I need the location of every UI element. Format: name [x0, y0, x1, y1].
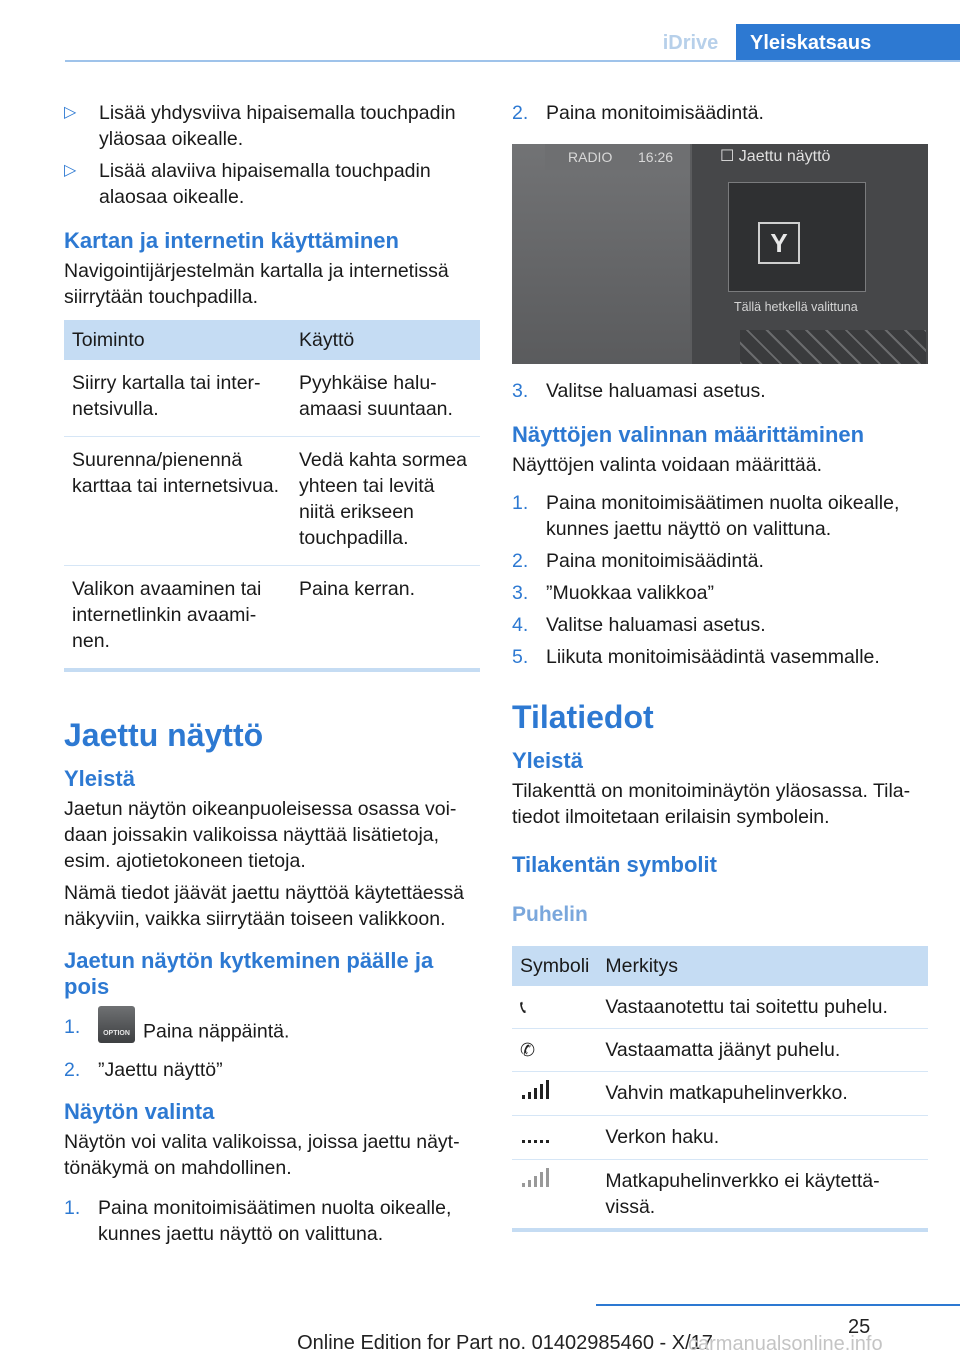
watermark: carmanualsonline.info — [688, 1333, 883, 1355]
header-chapter-label: Yleiskatsaus — [736, 24, 960, 62]
map-heading: Kartan ja internetin käyttäminen — [64, 228, 399, 253]
screen-split-title: ☐ Jaettu näyttö — [720, 148, 831, 165]
table-cell — [512, 1072, 597, 1116]
network-search-icon — [520, 1124, 550, 1144]
screen-caption: Tällä hetkellä valittuna — [734, 300, 858, 314]
table-cell: Vedä kahta sormea yhteen tai levitä niitä erikseen touchpadilla. — [291, 437, 480, 566]
table-cell: Vastaanotettu tai soitettu puhelu. — [597, 986, 928, 1029]
table-header-cell: Merkitys — [597, 946, 928, 986]
triangle-bullet-icon: ▷ — [64, 162, 77, 179]
road-fork-icon: Y — [758, 222, 800, 264]
step-text: Liikuta monitoimisäädintä vasemmalle. — [546, 646, 880, 668]
table-cell — [512, 1160, 597, 1229]
table-cell — [512, 1029, 597, 1072]
bullet-text: Lisää yhdysviiva hipaisemalla touchpadin yläosaa oikealle. — [99, 102, 456, 150]
table-cell: Siirry kartalla tai inter‐ netsivulla. — [64, 360, 291, 437]
step-number: 5. — [512, 646, 529, 668]
table-row — [512, 1072, 928, 1116]
numbered-step — [512, 644, 928, 670]
numbered-step — [512, 548, 928, 574]
page-number: 25 — [848, 1316, 871, 1338]
table-header-cell: Käyttö — [291, 320, 480, 360]
triangle-bullet-icon: ▷ — [64, 104, 77, 121]
table-row — [64, 566, 480, 669]
step-number: 1. — [64, 1197, 81, 1219]
status-title: Tilatiedot — [512, 699, 654, 735]
define-text: Näyttöjen valinta voidaan määrittää. — [512, 454, 823, 476]
table-cell: Pyyhkäise halu‐ amaasi suuntaan. — [291, 360, 480, 437]
step-text: Valitse haluamasi asetus. — [546, 380, 766, 402]
table-bottom-rule — [64, 668, 480, 672]
step-text: Paina monitoimisäädintä. — [546, 550, 764, 572]
footer-rule — [596, 1304, 960, 1306]
table-cell: Verkon haku. — [597, 1116, 928, 1160]
phone-missed-icon: ✆ — [520, 1040, 536, 1060]
step-text: Valitse haluamasi asetus. — [546, 614, 766, 636]
step-number: 1. — [512, 492, 529, 514]
step-number: 3. — [512, 582, 529, 604]
table-row — [512, 1116, 928, 1160]
table-row — [512, 1160, 928, 1229]
map-table — [64, 320, 480, 668]
numbered-step — [64, 1014, 480, 1051]
screen-left-pane — [512, 144, 690, 364]
table-header-row — [64, 320, 480, 360]
step-text: Paina monitoimisäädintä. — [546, 102, 764, 124]
table-header-cell: Toiminto — [64, 320, 291, 360]
table-bottom-rule — [512, 1228, 928, 1232]
footer-edition: Online Edition for Part no. 01402985460 - X/17 — [297, 1332, 713, 1354]
right-column — [512, 100, 928, 1232]
table-row — [512, 986, 928, 1029]
table-cell: Valikon avaaminen tai internetlinkin avaami‐ nen. — [72, 578, 262, 652]
step-text: Paina näppäintä. — [143, 1020, 290, 1043]
symbols-heading: Tilakentän symbolit — [512, 852, 717, 877]
status-general-heading: Yleistä — [512, 748, 583, 773]
step-number: 2. — [64, 1059, 81, 1081]
table-row — [512, 1029, 928, 1072]
select-heading: Näytön valinta — [64, 1099, 215, 1124]
table-cell: Matkapuhelinverkko ei käytettä‐ vissä. — [605, 1170, 880, 1218]
numbered-step — [512, 580, 928, 606]
bullet-item — [64, 158, 480, 210]
map-text: Navigointijärjestelmän kartalla ja internetissä siirrytään touchpadilla. — [64, 260, 449, 308]
screen-map-pattern — [740, 330, 926, 364]
numbered-step — [512, 378, 928, 404]
step-number: 2. — [512, 102, 529, 124]
header-section-label: iDrive — [662, 32, 719, 54]
step-number: 2. — [512, 550, 529, 572]
bullet-text: Lisää alaviiva hipaisemalla touchpadin alaosaa oikealle. — [99, 160, 431, 208]
table-cell — [512, 986, 597, 1029]
numbered-step — [512, 612, 928, 638]
step-text: Paina monitoimisäätimen nuolta oikealle, kunnes jaettu näyttö on valittuna. — [546, 492, 900, 540]
symbols-table — [512, 946, 928, 1228]
step-number: 4. — [512, 614, 529, 636]
numbered-step — [64, 1057, 480, 1083]
signal-strength-icon — [520, 1080, 550, 1100]
general-paragraph-2: Nämä tiedot jäävät jaettu näyttöä käytettäessä näkyviin, vaikka siirrytään toiseen valikkoon. — [64, 882, 464, 930]
screen-time-label: 16:26 — [638, 149, 674, 165]
toggle-heading: Jaetun näytön kytkeminen päälle ja pois — [64, 948, 434, 999]
select-text: Näytön voi valita valikoissa, joissa jaettu näyt‐ tönäkymä on mahdollinen. — [64, 1131, 460, 1179]
bullet-item — [64, 100, 480, 152]
header-rule — [65, 60, 960, 62]
split-screen-title: Jaettu näyttö — [64, 717, 264, 753]
option-button-icon — [98, 1006, 135, 1043]
table-header-cell: Symboli — [512, 946, 597, 986]
numbered-step — [512, 100, 928, 126]
step-number: 3. — [512, 380, 529, 402]
table-row — [64, 360, 480, 437]
table-cell: Vahvin matkapuhelinverkko. — [597, 1072, 928, 1116]
step-text: Paina monitoimisäätimen nuolta oikealle, kunnes jaettu näyttö on valittuna. — [98, 1197, 452, 1245]
step-number: 1. — [64, 1016, 81, 1038]
numbered-step — [512, 490, 928, 542]
signal-unavailable-icon — [520, 1168, 550, 1188]
table-header-row — [512, 946, 928, 986]
numbered-step — [64, 1195, 480, 1247]
step-text: ”Muokkaa valikkoa” — [546, 582, 714, 604]
step-text: ”Jaettu näyttö” — [98, 1059, 223, 1081]
option-button-label: OPTION — [103, 1030, 130, 1037]
table-cell: Vastaamatta jäänyt puhelu. — [597, 1029, 928, 1072]
table-cell — [512, 1116, 597, 1160]
phone-heading: Puhelin — [512, 903, 588, 926]
left-column — [64, 100, 480, 1253]
general-heading: Yleistä — [64, 766, 135, 791]
define-heading: Näyttöjen valinnan määrittäminen — [512, 422, 865, 447]
screen-radio-label: RADIO — [568, 149, 613, 165]
split-screen-screenshot — [512, 144, 928, 364]
table-cell: Suurenna/pienennä karttaa tai internetsivua. — [64, 437, 291, 566]
status-general-text: Tilakenttä on monitoiminäytön yläosassa. Tila‐ tiedot ilmoitetaan erilaisin symbolein. — [512, 780, 911, 828]
phone-handset-icon: 📞︎ — [520, 997, 527, 1017]
table-cell: Paina kerran. — [299, 578, 415, 600]
table-row — [64, 437, 480, 566]
general-paragraph-1: Jaetun näytön oikeanpuoleisessa osassa voi‐ daan joissakin valikoissa näyttää lisätietoja, esim. ajotietokoneen tietoja. — [64, 798, 457, 872]
